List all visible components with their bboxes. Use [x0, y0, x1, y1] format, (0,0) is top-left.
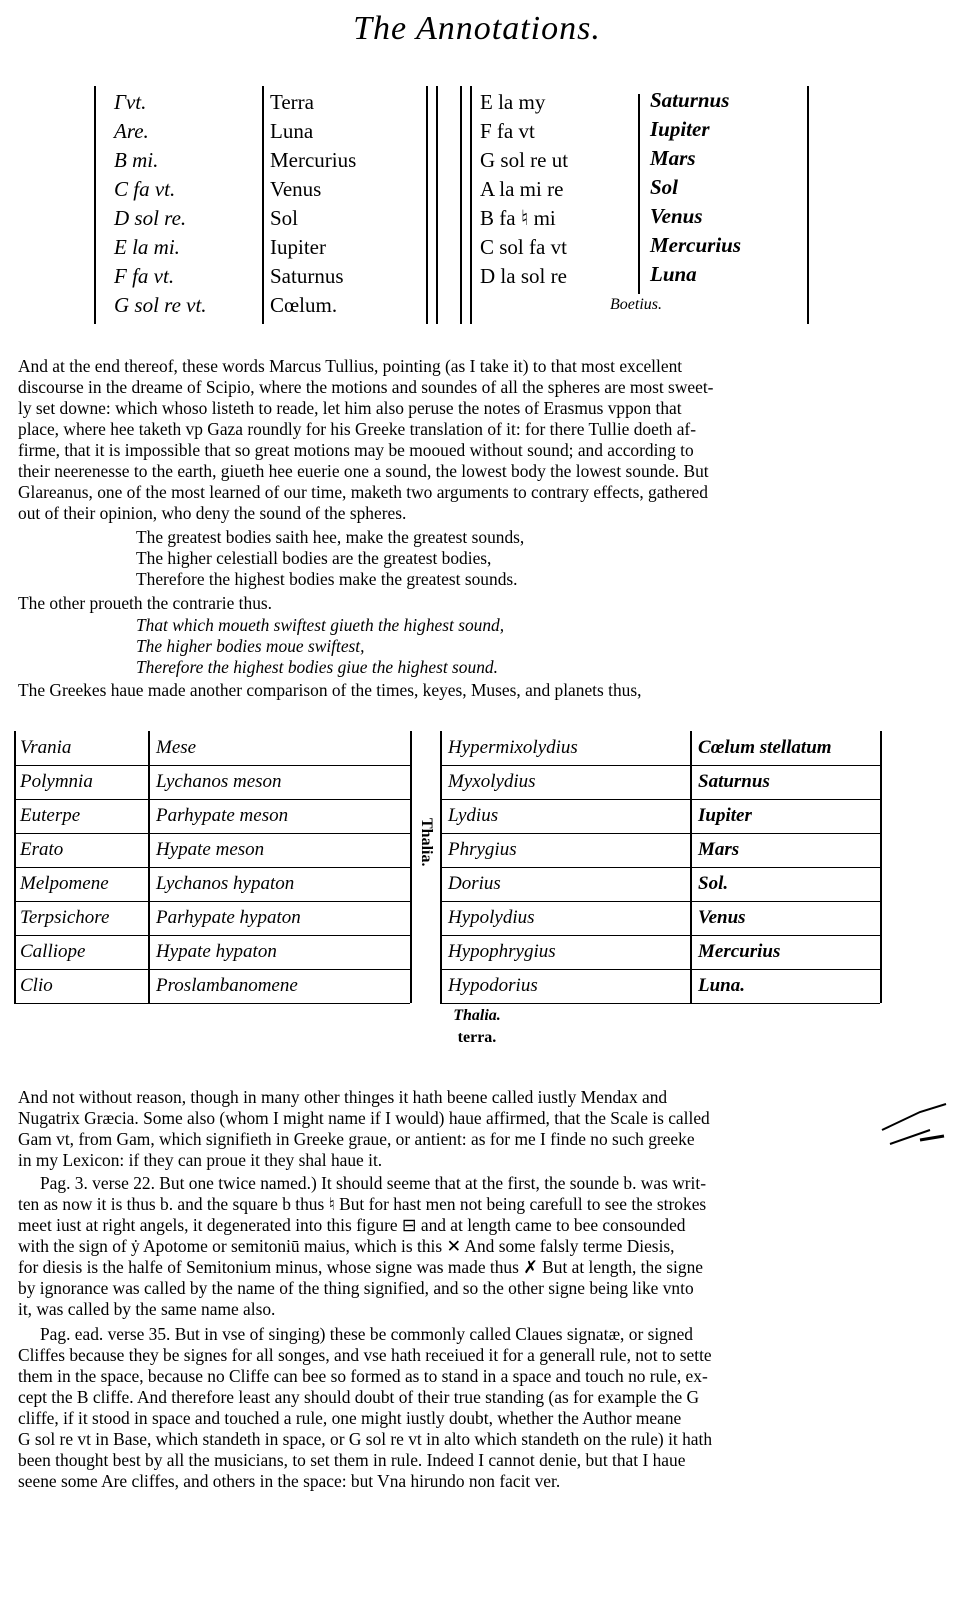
muse-cell: Calliope: [20, 941, 86, 962]
key-cell: F fa vt.: [114, 264, 175, 288]
key-cell: B mi.: [114, 148, 159, 172]
note-cell: Hypate meson: [156, 839, 265, 860]
text-line: Cliffes because they be signes for all songes, and vse hath receiued it for a generall rule, not to sette: [18, 1345, 712, 1365]
key2-cell: F fa vt: [480, 119, 535, 143]
note-cell: Parhypate hypaton: [156, 907, 301, 928]
text-line: discourse in the dreame of Scipio, where the motions and soundes of all the spheres are most sweet-: [18, 377, 714, 397]
table-rule: [94, 86, 96, 324]
thalia-label: Thalia.: [453, 1007, 501, 1024]
note-cell: Hypate hypaton: [156, 941, 277, 962]
table-rule: [262, 86, 264, 324]
text-line: seene some Are cliffes, and others in the space: but Vna hirundo non facit ver.: [18, 1471, 561, 1491]
table-rule: [14, 901, 410, 902]
text-line: ly set downe: which whoso listeth to reade, let him also peruse the notes of Erasmus vppon that: [18, 398, 682, 418]
key-cell: D sol re.: [114, 206, 187, 230]
table-rule: [638, 94, 640, 294]
mode-cell: Phrygius: [448, 839, 517, 860]
table-rule: [14, 867, 410, 868]
text-line: Glareanus, one of the most learned of our time, maketh two arguments to contrary effects, gathered: [18, 482, 708, 502]
table-rule: [426, 86, 428, 324]
key-cell: E la mi.: [114, 235, 180, 259]
muse-cell: Euterpe: [20, 805, 81, 826]
text-line: in my Lexicon: if they can proue it they shal haue it.: [18, 1150, 383, 1170]
planet-cell: Sol: [650, 175, 679, 199]
planet-cell: Luna.: [698, 975, 745, 996]
table-rule: [440, 833, 880, 834]
text-line: with the sign of ẏ Apotome or semitoniū maius, which is this ✕ And some falsly terme Diesis,: [18, 1236, 675, 1256]
muse-cell: Clio: [20, 975, 53, 996]
planet-cell: Saturnus: [650, 88, 730, 112]
muse-cell: Vrania: [20, 737, 72, 758]
planet-cell: Iupiter: [698, 805, 752, 826]
mode-cell: Dorius: [448, 873, 501, 894]
text-line: ten as now it is thus b. and the square b thus ♮ But for hast men not being carefull to see the strokes: [18, 1194, 707, 1214]
planet-cell: Saturnus: [698, 771, 770, 792]
text-line: them in the space, because no Cliffe can bee so formed as to stand in a space and touch no rule, ex-: [18, 1366, 708, 1386]
planet-cell: Venus: [650, 204, 703, 228]
key2-cell: B fa ♮ mi: [480, 206, 556, 230]
muse-cell: Erato: [20, 839, 64, 860]
thalia-side-label: Thalia.: [418, 818, 435, 867]
table-rule: [440, 969, 880, 970]
key-cell: G sol re vt.: [114, 293, 207, 317]
hexachord-table: [94, 86, 812, 324]
key2-cell: C sol fa vt: [480, 235, 567, 259]
body-cell: Luna: [270, 119, 314, 143]
muse-cell: Terpsichore: [20, 907, 110, 928]
text-line: it, was called by the same name also.: [18, 1299, 276, 1319]
table-rule: [436, 86, 438, 324]
text-line: cliffe, if it stood in space and touched a rule, one might iustly doubt, whether the Author meane: [18, 1408, 682, 1428]
body-cell: Iupiter: [270, 235, 326, 259]
text-line: for diesis is the halfe of Semitonium minus, whose signe was made thus ✗ But at length, the signe: [18, 1257, 703, 1277]
syllogism-line: The greatest bodies saith hee, make the greatest sounds,: [136, 527, 525, 547]
table-rule: [14, 799, 410, 800]
text-line: Nugatrix Græcia. Some also (whom I might name if I would) haue affirmed, that the Scale is called: [18, 1108, 710, 1128]
planet-cell: Mercurius: [698, 941, 781, 962]
table-rule: [440, 867, 880, 868]
key2-cell: G sol re ut: [480, 148, 569, 172]
syllogism-line: Therefore the highest bodies giue the highest sound.: [136, 657, 498, 677]
body-cell: Saturnus: [270, 264, 344, 288]
note-cell: Parhypate meson: [156, 805, 289, 826]
text-line: out of their opinion, who deny the sound of the spheres.: [18, 503, 407, 523]
table-rule: [440, 935, 880, 936]
text-line: The Greekes haue made another comparison of the times, keyes, Muses, and planets thus,: [18, 680, 642, 700]
table-rule: [440, 901, 880, 902]
muse-cell: Melpomene: [20, 873, 109, 894]
table-rule: [880, 731, 882, 1003]
body-cell: Cœlum.: [270, 293, 338, 317]
note-cell: Mese: [156, 737, 197, 758]
planet-cell: Mars: [650, 146, 696, 170]
text-line: G sol re vt in Base, which standeth in space, or G sol re vt in alto which standeth on the rule) it hath: [18, 1429, 713, 1449]
table-rule: [410, 731, 412, 1003]
syllogism-line: The higher bodies moue swiftest,: [136, 636, 365, 656]
planet-cell: Iupiter: [650, 117, 710, 141]
key-cell: C fa vt.: [114, 177, 176, 201]
text-line: Pag. ead. verse 35. But in vse of singing) these be commonly called Claues signatæ, or signed: [40, 1324, 693, 1344]
key-cell: Are.: [114, 119, 149, 143]
table-rule: [440, 1003, 880, 1004]
text-line: firme, that it is impossible that so great motions may be mooued without sound; and according to: [18, 440, 694, 460]
text-line: The other proueth the contrarie thus.: [18, 593, 273, 613]
muse-cell: Polymnia: [20, 771, 93, 792]
planet-cell: Venus: [698, 907, 746, 928]
table-rule: [460, 86, 462, 324]
table-rule: [807, 86, 809, 324]
body-cell: Terra: [270, 90, 314, 114]
mode-cell: Lydius: [448, 805, 499, 826]
mode-cell: Hypophrygius: [448, 941, 556, 962]
text-line: by ignorance was called by the name of the thing signified, and so the other signe being like vnto: [18, 1278, 694, 1298]
table-rule: [14, 935, 410, 936]
margin-annotation-mark: [880, 1100, 950, 1160]
key-cell: Γvt.: [114, 90, 147, 114]
mode-cell: Hypolydius: [448, 907, 535, 928]
terra-label: terra.: [457, 1029, 497, 1046]
page-title: The Annotations.: [353, 10, 601, 47]
mode-cell: Myxolydius: [448, 771, 536, 792]
table-rule: [440, 799, 880, 800]
table-rule: [14, 833, 410, 834]
table-rule: [14, 765, 410, 766]
planet-cell: Luna: [650, 262, 697, 286]
note-cell: Lychanos meson: [156, 771, 282, 792]
text-line: their neerenesse to the earth, giueth hee euerie one a sound, the lowest body the lowest sounde. But: [18, 461, 709, 481]
body-cell: Venus: [270, 177, 322, 201]
syllogism-line: Therefore the highest bodies make the greatest sounds.: [136, 569, 518, 589]
note-cell: Lychanos hypaton: [156, 873, 295, 894]
body-cell: Sol: [270, 206, 299, 230]
syllogism-line: That which moueth swiftest giueth the highest sound,: [136, 615, 505, 635]
planet-cell: Sol.: [698, 873, 729, 894]
text-line: And at the end thereof, these words Marcus Tullius, pointing (as I take it) to that most excellent: [18, 356, 683, 376]
planet-cell: Cœlum stellatum: [698, 737, 832, 758]
syllogism-line: The higher celestiall bodies are the greatest bodies,: [136, 548, 492, 568]
text-line: meet iust at right angels, it degenerated into this figure ⊟ and at length came to bee consounded: [18, 1215, 686, 1235]
mode-cell: Hypodorius: [448, 975, 538, 996]
text-line: been thought best by all the musicians, to set them in rule. Indeed I cannot denie, but that I haue: [18, 1450, 686, 1470]
text-line: place, where hee taketh vp Gaza roundly for his Greeke translation of it: for there Tullie doeth af-: [18, 419, 696, 439]
source-label: Boetius.: [610, 296, 662, 313]
muses-table: [14, 731, 884, 1003]
planet-cell: Mercurius: [650, 233, 742, 257]
key2-cell: D la sol re: [480, 264, 567, 288]
note-cell: Proslambanomene: [156, 975, 298, 996]
table-rule: [14, 969, 410, 970]
text-line: Gam vt, from Gam, which signifieth in Greeke graue, or antient: as for me I finde no such greeke: [18, 1129, 695, 1149]
body-cell: Mercurius: [270, 148, 357, 172]
table-rule: [470, 86, 472, 324]
text-line: And not without reason, though in many other thinges it hath beene called iustly Mendax and: [18, 1087, 668, 1107]
text-line: Pag. 3. verse 22. But one twice named.) It should seeme that at the first, the sounde b. was writ-: [40, 1173, 706, 1193]
mode-cell: Hypermixolydius: [448, 737, 578, 758]
text-line: cept the B cliffe. And therefore least any should doubt of their true standing (as for example the G: [18, 1387, 700, 1407]
table-rule: [440, 765, 880, 766]
key2-cell: E la my: [480, 90, 546, 114]
key2-cell: A la mi re: [480, 177, 564, 201]
table-rule: [14, 1003, 410, 1004]
planet-cell: Mars: [698, 839, 740, 860]
